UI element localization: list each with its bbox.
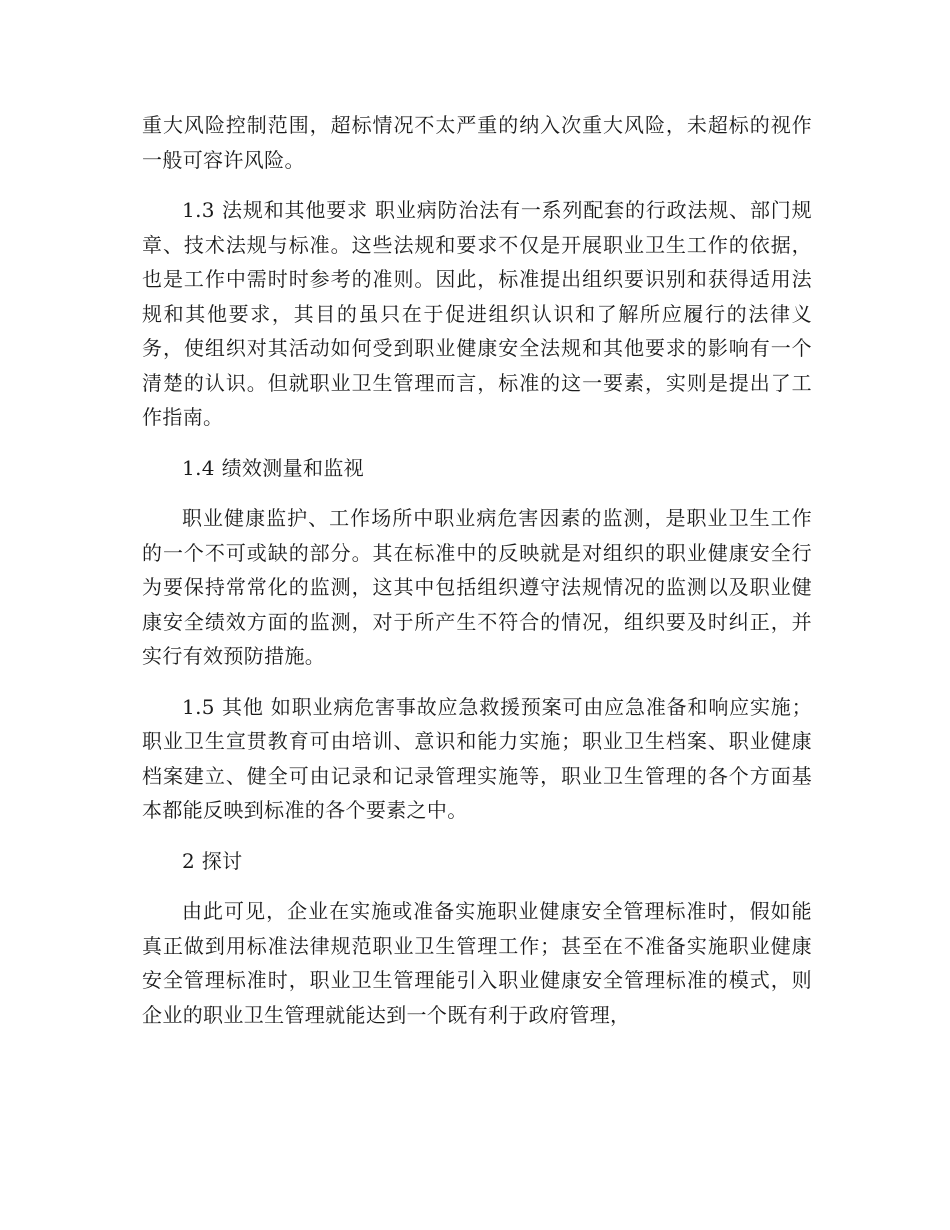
paragraph-continuation: 重大风险控制范围，超标情况不太严重的纳入次重大风险，未超标的视作一般可容许风险。 [142,113,812,172]
paragraph-regulations: 1.3 法规和其他要求 职业病防治法有一系列配套的行政法规、部门规章、技术法规与标准。这些法规和要求不仅是开展职业卫生工作的依据，也是工作中需时时参考的准则。因此，标准提出组织要识别和获得适用法规和其他要求，其目的虽只在于促进组织认识和了解所应履行的法律义务，使组织对其活动如何受到职业健康安全法规和其他要求的影响有一个清楚的认识。但就职业卫生管理而言，标准的这一要素，实则是提出了工作指南。 [142,198,812,429]
paragraph-monitoring: 职业健康监护、工作场所中职业病危害因素的监测，是职业卫生工作的一个不可或缺的部分。其在标准中的反映就是对组织的职业健康安全行为要保持常常化的监测，这其中包括组织遵守法规情况的监测以及职业健康安全绩效方面的监测，对于所产生不符合的情况，组织要及时纠正，并实行有效预防措施。 [142,506,812,668]
paragraph-discussion: 由此可见，企业在实施或准备实施职业健康安全管理标准时，假如能真正做到用标准法律规范职业卫生管理工作；甚至在不准备实施职业健康安全管理标准时，职业卫生管理能引入职业健康安全管理标准的模式，则企业的职业卫生管理就能达到一个既有利于政府管理， [142,899,812,1027]
section-heading-performance: 1.4 绩效测量和监视 [182,455,365,480]
section-heading-discussion: 2 探讨 [182,848,243,873]
paragraph-other: 1.5 其他 如职业病危害事故应急救援预案可由应急准备和响应实施；职业卫生宣贯教育可由培训、意识和能力实施；职业卫生档案、职业健康档案建立、健全可由记录和记录管理实施等，职业卫生管理的各个方面基本都能反映到标准的各个要素之中。 [142,694,812,822]
document-body [142,108,812,1048]
